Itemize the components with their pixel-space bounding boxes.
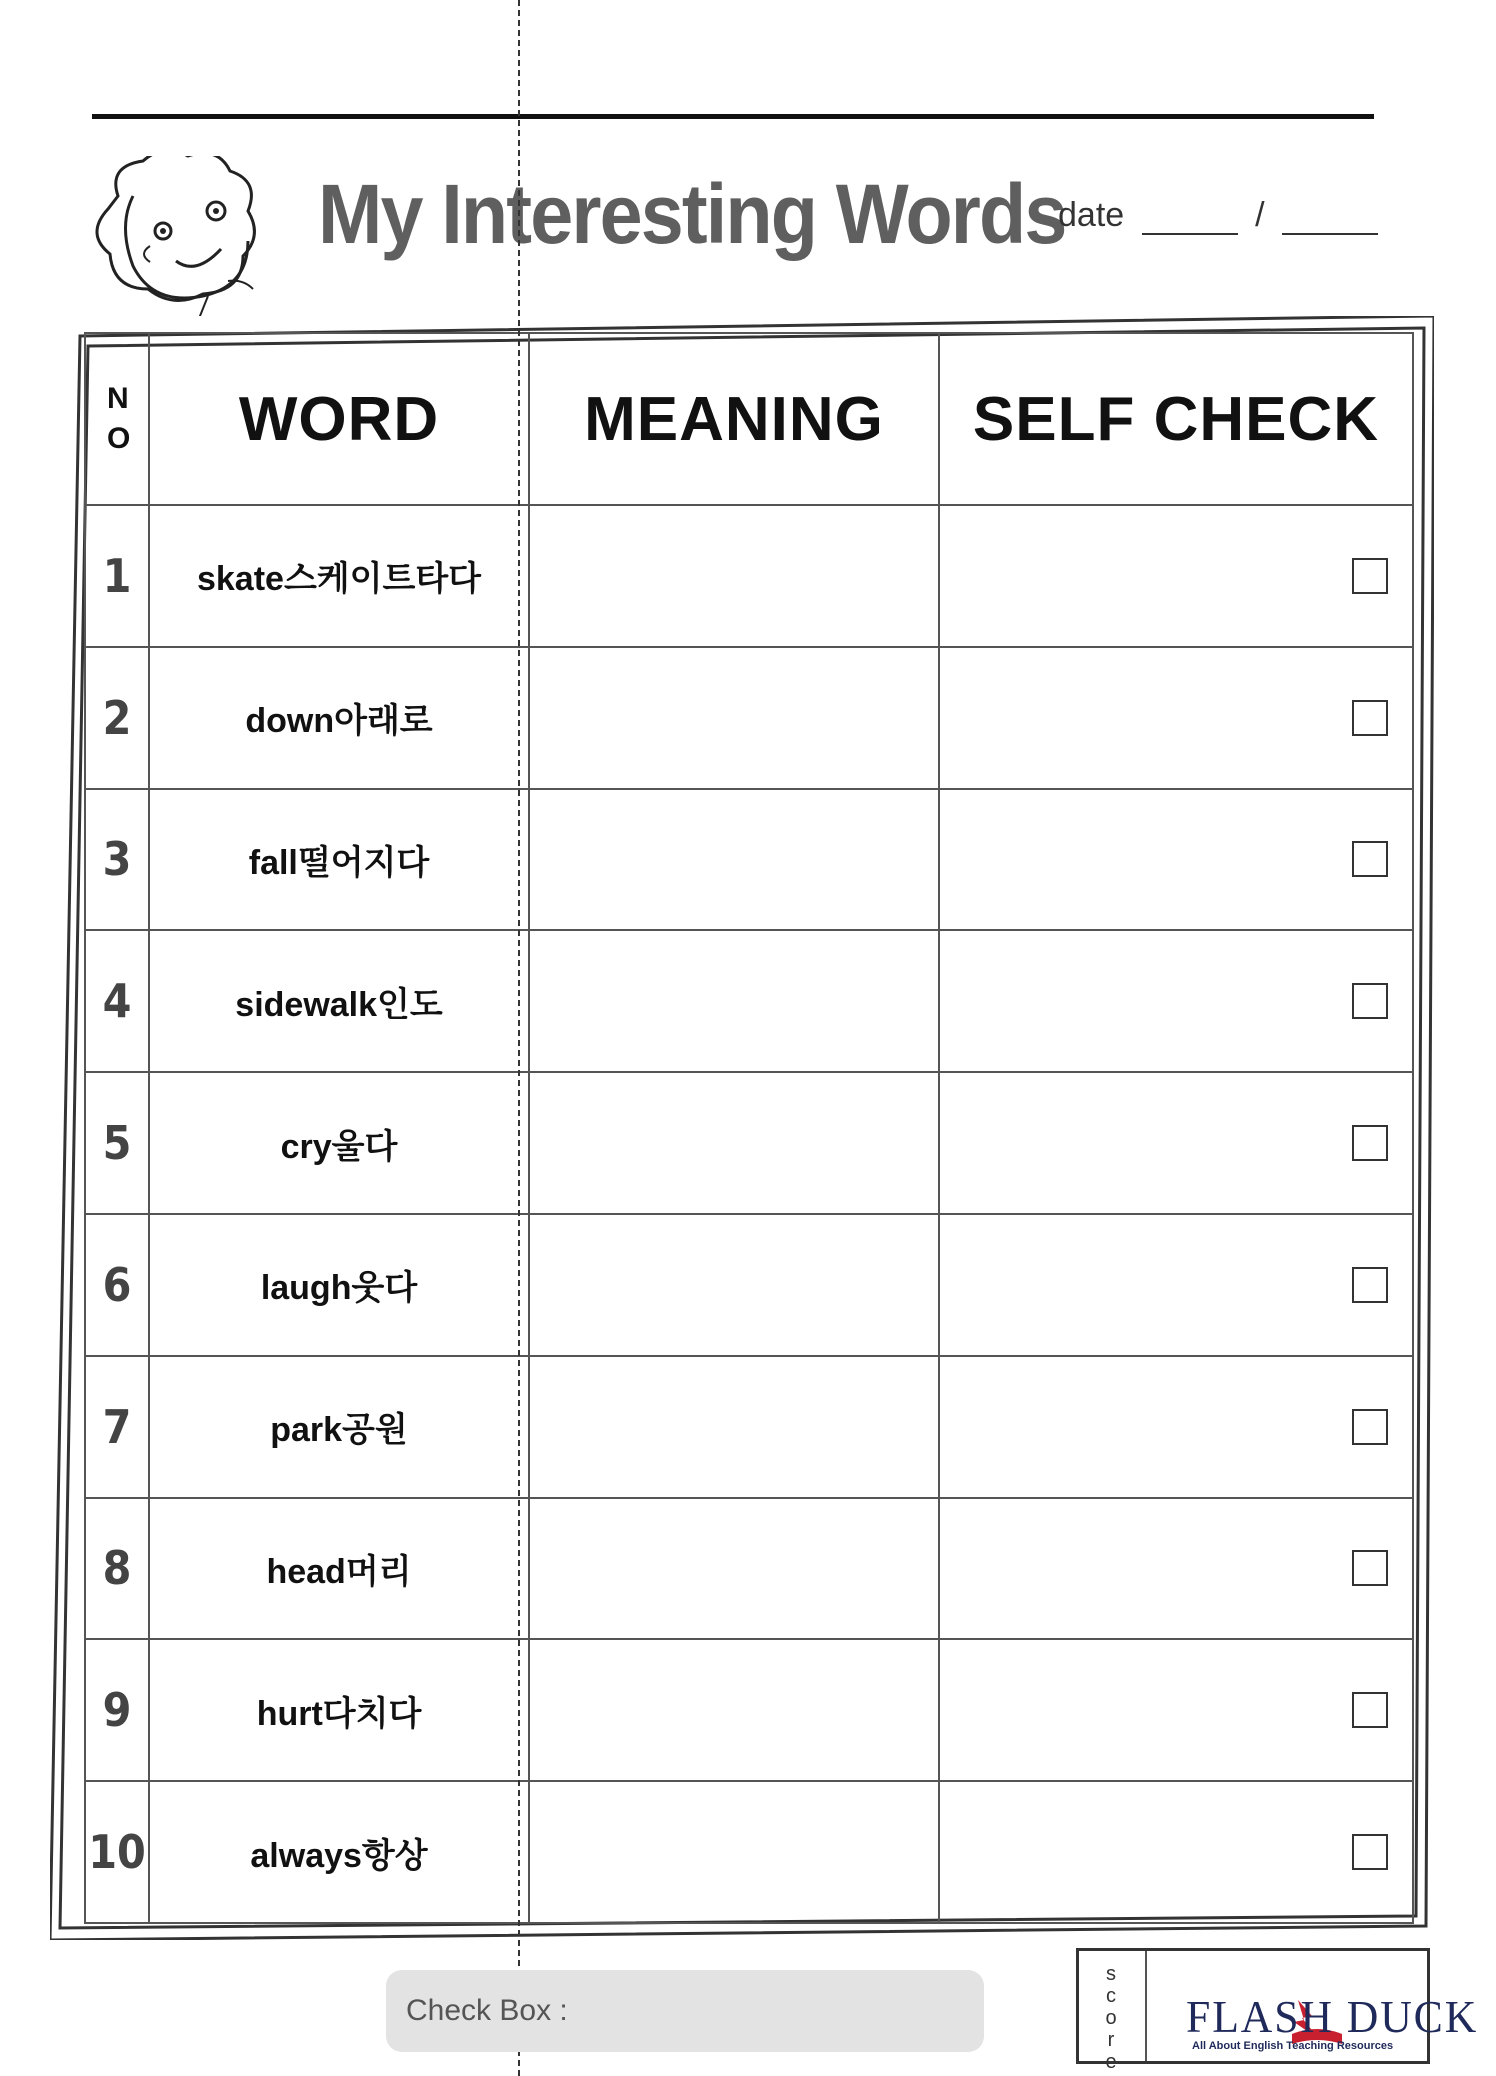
row-meaning-cell[interactable]	[529, 505, 939, 647]
header-word: WORD	[149, 333, 529, 505]
row-meaning-cell[interactable]	[529, 647, 939, 789]
row-self-check-cell	[939, 647, 1413, 789]
row-number: 8	[85, 1498, 149, 1640]
row-meaning-cell[interactable]	[529, 930, 939, 1072]
table-row	[85, 930, 1413, 1072]
logo-tagline: All About English Teaching Resources	[1192, 2040, 1394, 2052]
self-check-checkbox[interactable]	[1352, 841, 1388, 877]
row-word: sidewalk인도	[149, 930, 529, 1072]
row-number: 2	[85, 647, 149, 789]
row-word: skate스케이트타다	[149, 505, 529, 647]
fold-guide-dashed-line	[518, 0, 520, 2076]
table-row	[85, 505, 1413, 647]
self-check-checkbox[interactable]	[1352, 983, 1388, 1019]
date-month-blank[interactable]	[1142, 203, 1238, 235]
row-meaning-cell[interactable]	[529, 789, 939, 931]
self-check-checkbox[interactable]	[1352, 700, 1388, 736]
row-meaning-cell[interactable]	[529, 1356, 939, 1498]
row-word: hurt다치다	[149, 1639, 529, 1781]
self-check-checkbox[interactable]	[1352, 1409, 1388, 1445]
flashduck-logo	[1180, 1990, 1480, 2060]
row-self-check-cell	[939, 789, 1413, 931]
table-row	[85, 1356, 1413, 1498]
self-check-checkbox[interactable]	[1352, 558, 1388, 594]
row-self-check-cell	[939, 930, 1413, 1072]
row-word: head머리	[149, 1498, 529, 1640]
table-row	[85, 1072, 1413, 1214]
row-meaning-cell[interactable]	[529, 1781, 939, 1923]
self-check-checkbox[interactable]	[1352, 1550, 1388, 1586]
header-no: N O	[85, 333, 149, 505]
row-word: park공원	[149, 1356, 529, 1498]
header-self-check: SELF CHECK	[939, 333, 1413, 505]
row-number: 5	[85, 1072, 149, 1214]
words-table-container	[84, 332, 1412, 1924]
row-word: always항상	[149, 1781, 529, 1923]
words-table	[84, 332, 1414, 1924]
row-meaning-cell[interactable]	[529, 1214, 939, 1356]
cartoon-face-icon	[78, 156, 278, 316]
row-word: cry울다	[149, 1072, 529, 1214]
row-number: 1	[85, 505, 149, 647]
table-row	[85, 1781, 1413, 1923]
self-check-checkbox[interactable]	[1352, 1834, 1388, 1870]
row-number: 9	[85, 1639, 149, 1781]
row-number: 7	[85, 1356, 149, 1498]
row-meaning-cell[interactable]	[529, 1498, 939, 1640]
score-label-cell	[1079, 1951, 1147, 2073]
table-row	[85, 1214, 1413, 1356]
row-self-check-cell	[939, 505, 1413, 647]
table-row	[85, 789, 1413, 931]
date-label: date	[1058, 196, 1125, 234]
row-number: 6	[85, 1214, 149, 1356]
self-check-checkbox[interactable]	[1352, 1125, 1388, 1161]
date-separator: /	[1255, 196, 1265, 234]
table-row	[85, 1498, 1413, 1640]
date-day-blank[interactable]	[1282, 203, 1378, 235]
self-check-checkbox[interactable]	[1352, 1692, 1388, 1728]
row-word: down아래로	[149, 647, 529, 789]
row-meaning-cell[interactable]	[529, 1639, 939, 1781]
page-title: My Interesting Words	[318, 167, 1066, 261]
row-word: laugh웃다	[149, 1214, 529, 1356]
row-self-check-cell	[939, 1214, 1413, 1356]
table-header-row	[85, 333, 1413, 505]
date-field	[1058, 196, 1386, 235]
header-meaning: MEANING	[529, 333, 939, 505]
row-self-check-cell	[939, 1072, 1413, 1214]
logo-brand: FLASH DUCK	[1186, 1991, 1479, 2042]
self-check-checkbox[interactable]	[1352, 1267, 1388, 1303]
row-number: 4	[85, 930, 149, 1072]
row-self-check-cell	[939, 1498, 1413, 1640]
check-box-bar[interactable]: Check Box :	[386, 1970, 984, 2052]
table-row	[85, 1639, 1413, 1781]
row-number: 10	[85, 1781, 149, 1923]
row-meaning-cell[interactable]	[529, 1072, 939, 1214]
row-word: fall떨어지다	[149, 789, 529, 931]
row-number: 3	[85, 789, 149, 931]
row-self-check-cell	[939, 1356, 1413, 1498]
table-row	[85, 647, 1413, 789]
row-self-check-cell	[939, 1781, 1413, 1923]
top-rule	[92, 114, 1374, 119]
row-self-check-cell	[939, 1639, 1413, 1781]
score-label: s c o r e	[1105, 1963, 1117, 2073]
